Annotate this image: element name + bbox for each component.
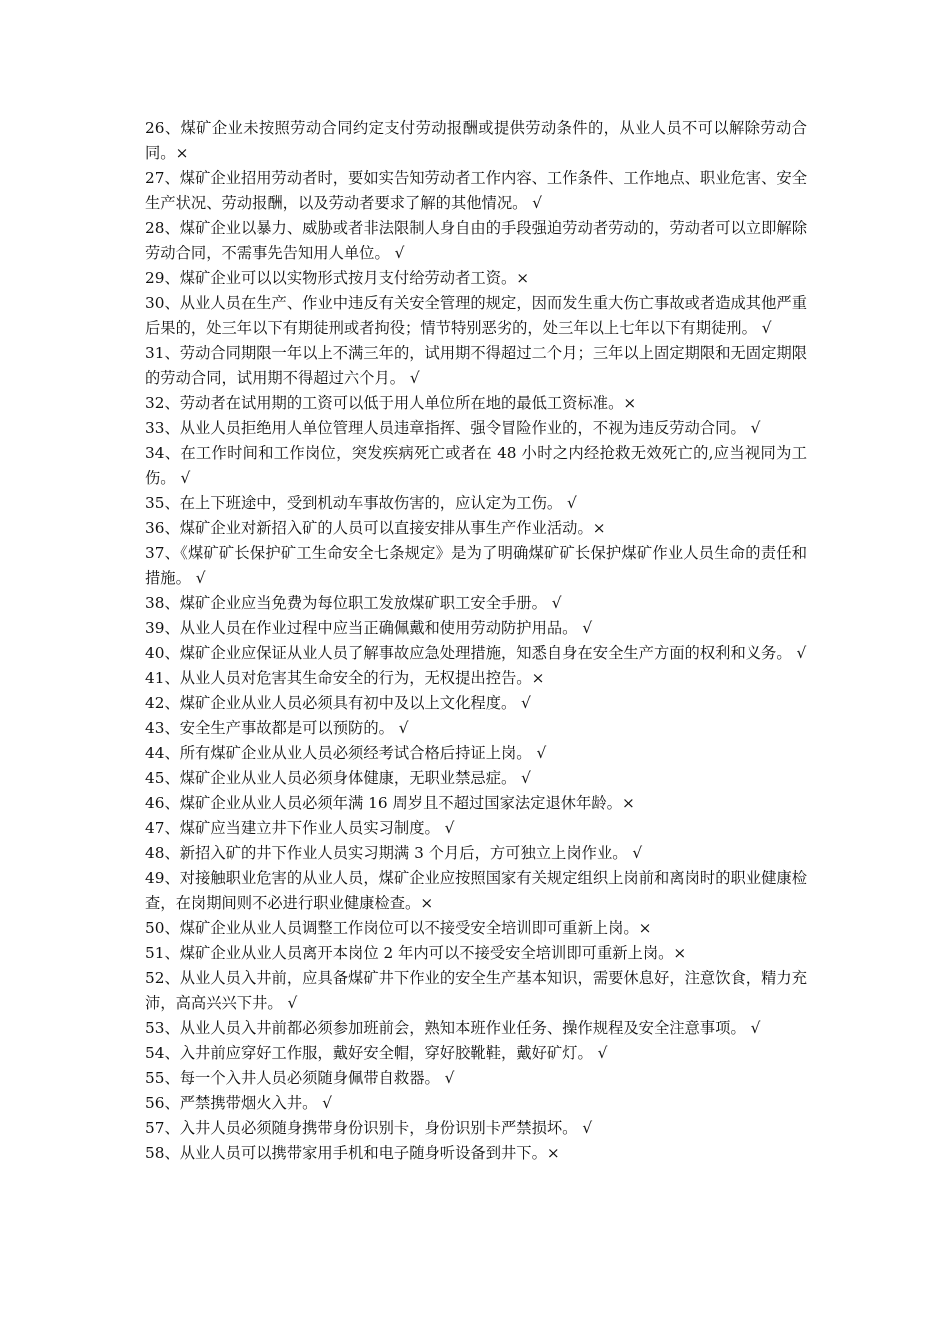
question-item-58: 58、从业人员可以携带家用手机和电子随身听设备到井下。×	[145, 1144, 560, 1162]
question-item-46: 46、煤矿企业从业人员必须年满 16 周岁且不超过国家法定退休年龄。×	[145, 794, 635, 812]
question-item-33: 33、从业人员拒绝用人单位管理人员违章指挥、强令冒险作业的，不视为违反劳动合同。 √	[145, 419, 761, 437]
question-item-52: 52、从业人员入井前，应具备煤矿井下作业的安全生产基本知识，需要休息好，注意饮食，精力充沛，高高兴兴下井。 √	[145, 969, 807, 1012]
question-item-56: 56、严禁携带烟火入井。 √	[145, 1094, 333, 1112]
question-item-36: 36、煤矿企业对新招入矿的人员可以直接安排从事生产作业活动。×	[145, 519, 606, 537]
question-item-37: 37、《煤矿矿长保护矿工生命安全七条规定》是为了明确煤矿矿长保护煤矿作业人员生命的责任和措施。 √	[145, 544, 807, 587]
question-item-53: 53、从业人员入井前都必须参加班前会，熟知本班作业任务、操作规程及安全注意事项。 √	[145, 1019, 761, 1037]
question-list	[145, 116, 807, 1166]
question-item-39: 39、从业人员在作业过程中应当正确佩戴和使用劳动防护用品。 √	[145, 619, 593, 637]
question-item-41: 41、从业人员对危害其生命安全的行为，无权提出控告。×	[145, 669, 545, 687]
question-item-48: 48、新招入矿的井下作业人员实习期满 3 个月后，方可独立上岗作业。 √	[145, 844, 643, 862]
question-item-43: 43、安全生产事故都是可以预防的。 √	[145, 719, 409, 737]
question-item-30: 30、从业人员在生产、作业中违反有关安全管理的规定，因而发生重大伤亡事故或者造成其他严重后果的，处三年以下有期徒刑或者拘役；情节特别恶劣的，处三年以上七年以下有期徒刑。 √	[145, 294, 807, 337]
question-item-28: 28、煤矿企业以暴力、威胁或者非法限制人身自由的手段强迫劳动者劳动的，劳动者可以立即解除劳动合同，不需事先告知用人单位。 √	[145, 219, 807, 262]
question-item-35: 35、在上下班途中，受到机动车事故伤害的，应认定为工伤。 √	[145, 494, 577, 512]
question-item-26: 26、煤矿企业未按照劳动合同约定支付劳动报酬或提供劳动条件的，从业人员不可以解除劳动合同。×	[145, 119, 807, 162]
question-item-31: 31、劳动合同期限一年以上不满三年的，试用期不得超过二个月；三年以上固定期限和无固定期限的劳动合同，试用期不得超过六个月。 √	[145, 344, 807, 387]
question-item-49: 49、对接触职业危害的从业人员，煤矿企业应按照国家有关规定组织上岗前和离岗时的职业健康检查，在岗期间则不必进行职业健康检查。×	[145, 869, 807, 912]
question-item-54: 54、入井前应穿好工作服，戴好安全帽，穿好胶靴鞋，戴好矿灯。 √	[145, 1044, 608, 1062]
question-item-27: 27、煤矿企业招用劳动者时，要如实告知劳动者工作内容、工作条件、工作地点、职业危害、安全生产状况、劳动报酬，以及劳动者要求了解的其他情况。 √	[145, 169, 807, 212]
question-item-34: 34、在工作时间和工作岗位，突发疾病死亡或者在 48 小时之内经抢救无效死亡的,应当视同为工伤。 √	[145, 444, 807, 487]
question-item-44: 44、所有煤矿企业从业人员必须经考试合格后持证上岗。 √	[145, 744, 547, 762]
question-item-29: 29、煤矿企业可以以实物形式按月支付给劳动者工资。×	[145, 269, 530, 287]
question-item-50: 50、煤矿企业从业人员调整工作岗位可以不接受安全培训即可重新上岗。×	[145, 919, 652, 937]
question-item-40: 40、煤矿企业应保证从业人员了解事故应急处理措施，知悉自身在安全生产方面的权利和义务。 √	[145, 644, 807, 662]
question-item-32: 32、劳动者在试用期的工资可以低于用人单位所在地的最低工资标准。×	[145, 394, 637, 412]
question-item-42: 42、煤矿企业从业人员必须具有初中及以上文化程度。 √	[145, 694, 531, 712]
question-item-57: 57、入井人员必须随身携带身份识别卡，身份识别卡严禁损坏。 √	[145, 1119, 593, 1137]
question-item-55: 55、每一个入井人员必须随身佩带自救器。 √	[145, 1069, 455, 1087]
question-item-47: 47、煤矿应当建立井下作业人员实习制度。 √	[145, 819, 455, 837]
question-item-45: 45、煤矿企业从业人员必须身体健康，无职业禁忌症。 √	[145, 769, 531, 787]
question-item-51: 51、煤矿企业从业人员离开本岗位 2 年内可以不接受安全培训即可重新上岗。×	[145, 944, 687, 962]
question-item-38: 38、煤矿企业应当免费为每位职工发放煤矿职工安全手册。 √	[145, 594, 562, 612]
